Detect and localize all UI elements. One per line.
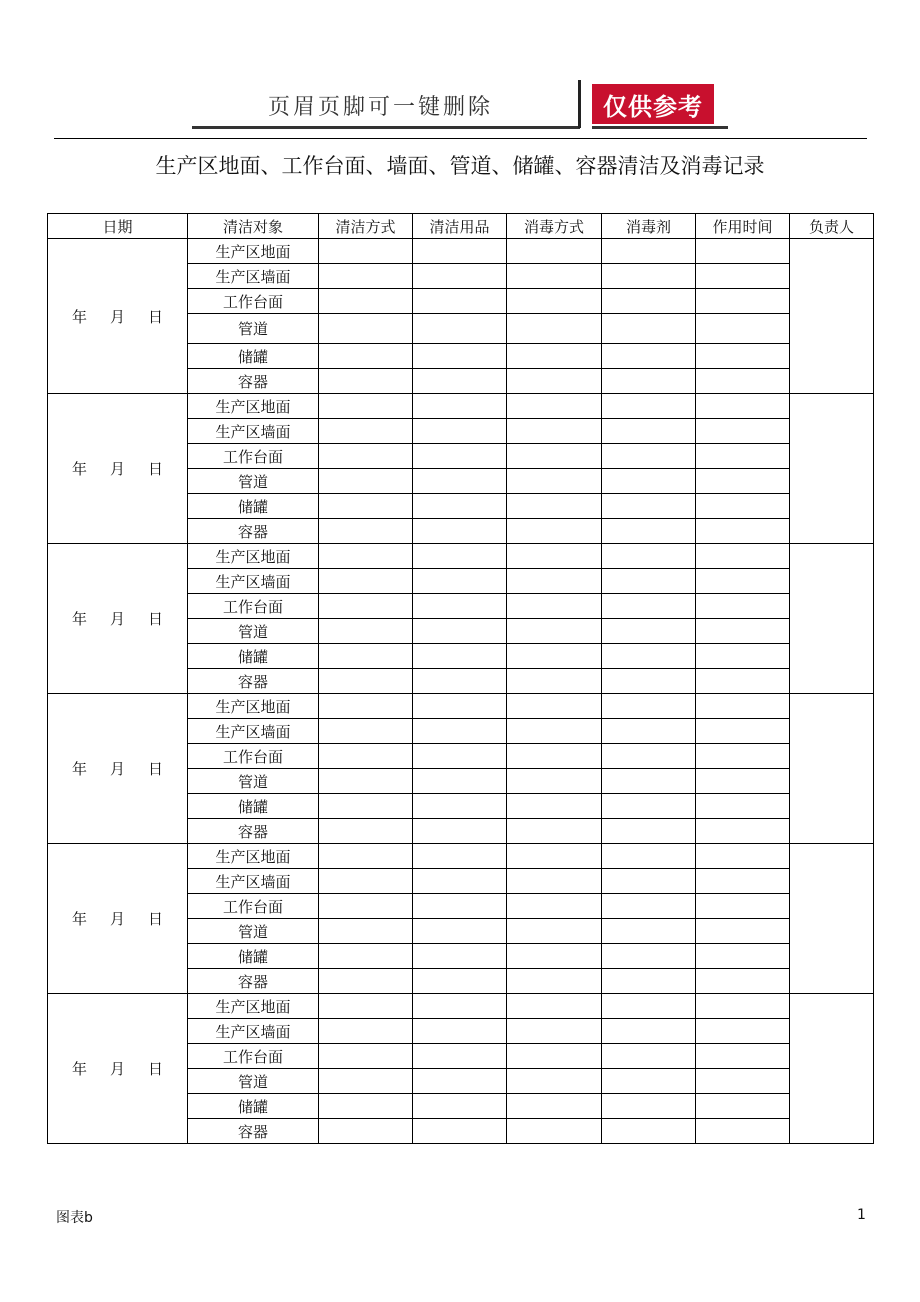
entry-cell[interactable]: [602, 1119, 696, 1144]
table-row: [48, 844, 874, 869]
entry-cell[interactable]: [319, 469, 413, 494]
entry-cell[interactable]: [602, 369, 696, 394]
cleaning-object-cell: 管道: [188, 769, 319, 794]
entry-cell[interactable]: [507, 519, 602, 544]
entry-cell[interactable]: [602, 289, 696, 314]
entry-cell[interactable]: [413, 819, 507, 844]
entry-cell[interactable]: [696, 1019, 790, 1044]
entry-cell[interactable]: [413, 969, 507, 994]
cleaning-object-cell: 工作台面: [188, 1044, 319, 1069]
table-row: [48, 994, 874, 1019]
cleaning-object-cell: 容器: [188, 369, 319, 394]
entry-cell[interactable]: [696, 519, 790, 544]
cleaning-record-table: [47, 213, 874, 1144]
entry-cell[interactable]: [319, 744, 413, 769]
cleaning-object-cell: 管道: [188, 619, 319, 644]
entry-cell[interactable]: [602, 744, 696, 769]
table-row: [48, 544, 874, 569]
entry-cell[interactable]: [319, 569, 413, 594]
cleaning-object-cell: 容器: [188, 819, 319, 844]
cleaning-object-cell: 储罐: [188, 1094, 319, 1119]
entry-cell[interactable]: [602, 344, 696, 369]
entry-cell[interactable]: [696, 494, 790, 519]
entry-cell[interactable]: [507, 1019, 602, 1044]
date-part-label: 月: [109, 910, 125, 928]
date-part-label: 年: [71, 307, 87, 326]
entry-cell[interactable]: [507, 289, 602, 314]
entry-cell[interactable]: [602, 544, 696, 569]
reference-only-badge: 仅供参考: [592, 84, 714, 124]
responsible-person-cell[interactable]: [790, 394, 874, 544]
entry-cell[interactable]: [507, 394, 602, 419]
responsible-person-cell[interactable]: [790, 994, 874, 1144]
responsible-person-cell[interactable]: [790, 844, 874, 994]
entry-cell[interactable]: [696, 744, 790, 769]
entry-cell[interactable]: [602, 239, 696, 264]
entry-cell[interactable]: [319, 794, 413, 819]
entry-cell[interactable]: [696, 669, 790, 694]
entry-cell[interactable]: [602, 994, 696, 1019]
entry-cell[interactable]: [319, 994, 413, 1019]
entry-cell[interactable]: [413, 1119, 507, 1144]
date-part-label: 月: [109, 307, 125, 326]
entry-cell[interactable]: [319, 1069, 413, 1094]
entry-cell[interactable]: [507, 369, 602, 394]
entry-cell[interactable]: [507, 264, 602, 289]
cleaning-object-cell: 储罐: [188, 644, 319, 669]
date-part-label: 日: [147, 460, 163, 478]
cleaning-object-cell: 生产区墙面: [188, 419, 319, 444]
date-part-label: 日: [147, 1060, 163, 1078]
cleaning-object-cell: 生产区地面: [188, 239, 319, 264]
responsible-person-cell[interactable]: [790, 239, 874, 394]
badge-underline: [592, 126, 728, 129]
entry-cell[interactable]: [413, 669, 507, 694]
entry-cell[interactable]: [319, 394, 413, 419]
entry-cell[interactable]: [602, 594, 696, 619]
cleaning-object-cell: 工作台面: [188, 289, 319, 314]
entry-cell[interactable]: [696, 1119, 790, 1144]
entry-cell[interactable]: [507, 694, 602, 719]
cleaning-object-cell: 工作台面: [188, 444, 319, 469]
cleaning-object-cell: 工作台面: [188, 894, 319, 919]
column-header: 清洁对象: [188, 214, 319, 239]
entry-cell[interactable]: [696, 619, 790, 644]
entry-cell[interactable]: [413, 394, 507, 419]
date-part-label: 日: [147, 307, 163, 326]
cleaning-object-cell: 生产区墙面: [188, 719, 319, 744]
entry-cell[interactable]: [696, 844, 790, 869]
page-header-banner: [192, 80, 728, 130]
entry-cell[interactable]: [696, 369, 790, 394]
cleaning-object-cell: 生产区地面: [188, 994, 319, 1019]
entry-cell[interactable]: [413, 469, 507, 494]
entry-cell[interactable]: [319, 344, 413, 369]
cleaning-object-cell: 工作台面: [188, 744, 319, 769]
column-header: 消毒方式: [507, 214, 602, 239]
date-cell[interactable]: [48, 394, 188, 544]
entry-cell[interactable]: [319, 519, 413, 544]
entry-cell[interactable]: [696, 644, 790, 669]
entry-cell[interactable]: [319, 619, 413, 644]
entry-cell[interactable]: [696, 794, 790, 819]
entry-cell[interactable]: [602, 519, 696, 544]
column-header: 清洁用品: [413, 214, 507, 239]
date-cell[interactable]: [48, 694, 188, 844]
entry-cell[interactable]: [602, 394, 696, 419]
entry-cell[interactable]: [413, 569, 507, 594]
entry-cell[interactable]: [413, 264, 507, 289]
entry-cell[interactable]: [319, 694, 413, 719]
entry-cell[interactable]: [507, 594, 602, 619]
entry-cell[interactable]: [413, 314, 507, 344]
entry-cell[interactable]: [507, 494, 602, 519]
entry-cell[interactable]: [696, 944, 790, 969]
date-part-label: 年: [71, 760, 87, 778]
entry-cell[interactable]: [413, 1094, 507, 1119]
entry-cell[interactable]: [602, 1044, 696, 1069]
entry-cell[interactable]: [507, 444, 602, 469]
entry-cell[interactable]: [602, 919, 696, 944]
entry-cell[interactable]: [413, 344, 507, 369]
entry-cell[interactable]: [413, 289, 507, 314]
cleaning-object-cell: 生产区地面: [188, 694, 319, 719]
cleaning-object-cell: 生产区墙面: [188, 569, 319, 594]
cleaning-object-cell: 生产区墙面: [188, 1019, 319, 1044]
cleaning-object-cell: 生产区地面: [188, 394, 319, 419]
column-header: 消毒剂: [602, 214, 696, 239]
responsible-person-cell[interactable]: [790, 694, 874, 844]
date-part-label: 年: [71, 910, 87, 928]
entry-cell[interactable]: [696, 919, 790, 944]
date-part-label: 日: [147, 760, 163, 778]
entry-cell[interactable]: [602, 1069, 696, 1094]
cleaning-object-cell: 储罐: [188, 344, 319, 369]
entry-cell[interactable]: [602, 969, 696, 994]
page-number: 1: [857, 1207, 866, 1223]
entry-cell[interactable]: [413, 239, 507, 264]
cleaning-object-cell: 容器: [188, 669, 319, 694]
column-header: 负责人: [790, 214, 874, 239]
entry-cell[interactable]: [696, 594, 790, 619]
column-header: 作用时间: [696, 214, 790, 239]
date-part-label: 月: [109, 760, 125, 778]
entry-cell[interactable]: [319, 1019, 413, 1044]
date-cell[interactable]: [48, 844, 188, 994]
entry-cell[interactable]: [602, 419, 696, 444]
column-header: 清洁方式: [319, 214, 413, 239]
cleaning-object-cell: 储罐: [188, 944, 319, 969]
entry-cell[interactable]: [507, 239, 602, 264]
entry-cell[interactable]: [319, 769, 413, 794]
entry-cell[interactable]: [602, 264, 696, 289]
entry-cell[interactable]: [602, 494, 696, 519]
entry-cell[interactable]: [696, 394, 790, 419]
entry-cell[interactable]: [696, 419, 790, 444]
entry-cell[interactable]: [319, 444, 413, 469]
entry-cell[interactable]: [696, 1044, 790, 1069]
entry-cell[interactable]: [319, 869, 413, 894]
date-part-label: 月: [109, 610, 125, 628]
cleaning-object-cell: 容器: [188, 1119, 319, 1144]
entry-cell[interactable]: [507, 919, 602, 944]
header-rule: [54, 138, 867, 139]
entry-cell[interactable]: [602, 1019, 696, 1044]
entry-cell[interactable]: [602, 444, 696, 469]
entry-cell[interactable]: [696, 694, 790, 719]
entry-cell[interactable]: [507, 994, 602, 1019]
date-part-label: 月: [109, 460, 125, 478]
entry-cell[interactable]: [507, 544, 602, 569]
entry-cell[interactable]: [319, 264, 413, 289]
date-part-label: 日: [147, 910, 163, 928]
entry-cell[interactable]: [696, 544, 790, 569]
entry-cell[interactable]: [507, 1069, 602, 1094]
entry-cell[interactable]: [602, 844, 696, 869]
entry-cell[interactable]: [696, 469, 790, 494]
entry-cell[interactable]: [602, 944, 696, 969]
cleaning-object-cell: 管道: [188, 469, 319, 494]
entry-cell[interactable]: [319, 894, 413, 919]
entry-cell[interactable]: [696, 289, 790, 314]
entry-cell[interactable]: [413, 1019, 507, 1044]
table-header-row: [48, 214, 874, 239]
entry-cell[interactable]: [319, 314, 413, 344]
entry-cell[interactable]: [602, 1094, 696, 1119]
date-part-label: 日: [147, 610, 163, 628]
cleaning-object-cell: 管道: [188, 314, 319, 344]
entry-cell[interactable]: [507, 1119, 602, 1144]
entry-cell[interactable]: [602, 869, 696, 894]
cleaning-object-cell: 容器: [188, 519, 319, 544]
entry-cell[interactable]: [319, 594, 413, 619]
entry-cell[interactable]: [413, 769, 507, 794]
entry-cell[interactable]: [413, 894, 507, 919]
entry-cell[interactable]: [319, 919, 413, 944]
entry-cell[interactable]: [602, 569, 696, 594]
date-part-label: 年: [71, 610, 87, 628]
entry-cell[interactable]: [319, 819, 413, 844]
entry-cell[interactable]: [319, 1094, 413, 1119]
entry-cell[interactable]: [696, 1094, 790, 1119]
entry-cell[interactable]: [602, 694, 696, 719]
entry-cell[interactable]: [413, 869, 507, 894]
entry-cell[interactable]: [319, 844, 413, 869]
entry-cell[interactable]: [319, 644, 413, 669]
entry-cell[interactable]: [507, 794, 602, 819]
entry-cell[interactable]: [507, 644, 602, 669]
entry-cell[interactable]: [413, 369, 507, 394]
entry-cell[interactable]: [507, 469, 602, 494]
entry-cell[interactable]: [696, 344, 790, 369]
entry-cell[interactable]: [696, 969, 790, 994]
entry-cell[interactable]: [507, 719, 602, 744]
date-cell[interactable]: [48, 544, 188, 694]
cleaning-object-cell: 容器: [188, 969, 319, 994]
entry-cell[interactable]: [602, 794, 696, 819]
entry-cell[interactable]: [507, 1094, 602, 1119]
entry-cell[interactable]: [319, 494, 413, 519]
column-header: 日期: [48, 214, 188, 239]
entry-cell[interactable]: [413, 844, 507, 869]
entry-cell[interactable]: [507, 844, 602, 869]
entry-cell[interactable]: [413, 519, 507, 544]
entry-cell[interactable]: [507, 944, 602, 969]
date-part-label: 年: [71, 1060, 87, 1078]
entry-cell[interactable]: [696, 239, 790, 264]
entry-cell[interactable]: [413, 594, 507, 619]
entry-cell[interactable]: [413, 444, 507, 469]
date-part-label: 月: [109, 1060, 125, 1078]
cleaning-object-cell: 生产区墙面: [188, 869, 319, 894]
date-part-label: 年: [71, 460, 87, 478]
entry-cell[interactable]: [413, 944, 507, 969]
entry-cell[interactable]: [507, 969, 602, 994]
entry-cell[interactable]: [413, 694, 507, 719]
entry-cell[interactable]: [319, 369, 413, 394]
table-row: [48, 694, 874, 719]
entry-cell[interactable]: [319, 669, 413, 694]
entry-cell[interactable]: [507, 419, 602, 444]
entry-cell[interactable]: [413, 794, 507, 819]
date-cell[interactable]: [48, 994, 188, 1144]
header-removable-note: 页眉页脚可一键删除: [268, 95, 494, 120]
cleaning-object-cell: 生产区地面: [188, 544, 319, 569]
entry-cell[interactable]: [413, 919, 507, 944]
entry-cell[interactable]: [602, 619, 696, 644]
entry-cell[interactable]: [319, 1119, 413, 1144]
entry-cell[interactable]: [696, 894, 790, 919]
entry-cell[interactable]: [602, 819, 696, 844]
header-underline: [192, 126, 580, 129]
entry-cell[interactable]: [507, 869, 602, 894]
entry-cell[interactable]: [319, 289, 413, 314]
entry-cell[interactable]: [507, 314, 602, 344]
cleaning-object-cell: 储罐: [188, 794, 319, 819]
entry-cell[interactable]: [602, 669, 696, 694]
entry-cell[interactable]: [319, 1044, 413, 1069]
entry-cell[interactable]: [413, 494, 507, 519]
entry-cell[interactable]: [507, 744, 602, 769]
document-title: 生产区地面、工作台面、墙面、管道、储罐、容器清洁及消毒记录: [155, 154, 765, 178]
entry-cell[interactable]: [696, 264, 790, 289]
entry-cell[interactable]: [413, 544, 507, 569]
header-divider: [578, 80, 581, 128]
entry-cell[interactable]: [319, 419, 413, 444]
entry-cell[interactable]: [319, 969, 413, 994]
responsible-person-cell[interactable]: [790, 544, 874, 694]
entry-cell[interactable]: [696, 769, 790, 794]
footer-label: 图表b: [56, 1210, 93, 1226]
entry-cell[interactable]: [319, 719, 413, 744]
entry-cell[interactable]: [507, 619, 602, 644]
date-cell[interactable]: [48, 239, 188, 394]
entry-cell[interactable]: [319, 239, 413, 264]
entry-cell[interactable]: [602, 469, 696, 494]
table-row: [48, 394, 874, 419]
entry-cell[interactable]: [413, 994, 507, 1019]
entry-cell[interactable]: [696, 569, 790, 594]
cleaning-object-cell: 生产区地面: [188, 844, 319, 869]
entry-cell[interactable]: [602, 644, 696, 669]
entry-cell[interactable]: [696, 994, 790, 1019]
entry-cell[interactable]: [319, 544, 413, 569]
entry-cell[interactable]: [696, 819, 790, 844]
entry-cell[interactable]: [602, 769, 696, 794]
entry-cell[interactable]: [696, 869, 790, 894]
entry-cell[interactable]: [413, 719, 507, 744]
entry-cell[interactable]: [696, 314, 790, 344]
entry-cell[interactable]: [413, 419, 507, 444]
entry-cell[interactable]: [507, 769, 602, 794]
entry-cell[interactable]: [507, 1044, 602, 1069]
entry-cell[interactable]: [507, 344, 602, 369]
entry-cell[interactable]: [507, 894, 602, 919]
entry-cell[interactable]: [696, 1069, 790, 1094]
entry-cell[interactable]: [602, 719, 696, 744]
table-row: [48, 239, 874, 264]
cleaning-object-cell: 生产区墙面: [188, 264, 319, 289]
entry-cell[interactable]: [413, 1044, 507, 1069]
entry-cell[interactable]: [507, 669, 602, 694]
entry-cell[interactable]: [696, 444, 790, 469]
entry-cell[interactable]: [413, 644, 507, 669]
cleaning-object-cell: 工作台面: [188, 594, 319, 619]
cleaning-object-cell: 管道: [188, 1069, 319, 1094]
entry-cell[interactable]: [319, 944, 413, 969]
entry-cell[interactable]: [507, 819, 602, 844]
entry-cell[interactable]: [413, 1069, 507, 1094]
cleaning-object-cell: 储罐: [188, 494, 319, 519]
entry-cell[interactable]: [413, 744, 507, 769]
entry-cell[interactable]: [602, 314, 696, 344]
entry-cell[interactable]: [602, 894, 696, 919]
cleaning-object-cell: 管道: [188, 919, 319, 944]
entry-cell[interactable]: [696, 719, 790, 744]
entry-cell[interactable]: [413, 619, 507, 644]
entry-cell[interactable]: [507, 569, 602, 594]
